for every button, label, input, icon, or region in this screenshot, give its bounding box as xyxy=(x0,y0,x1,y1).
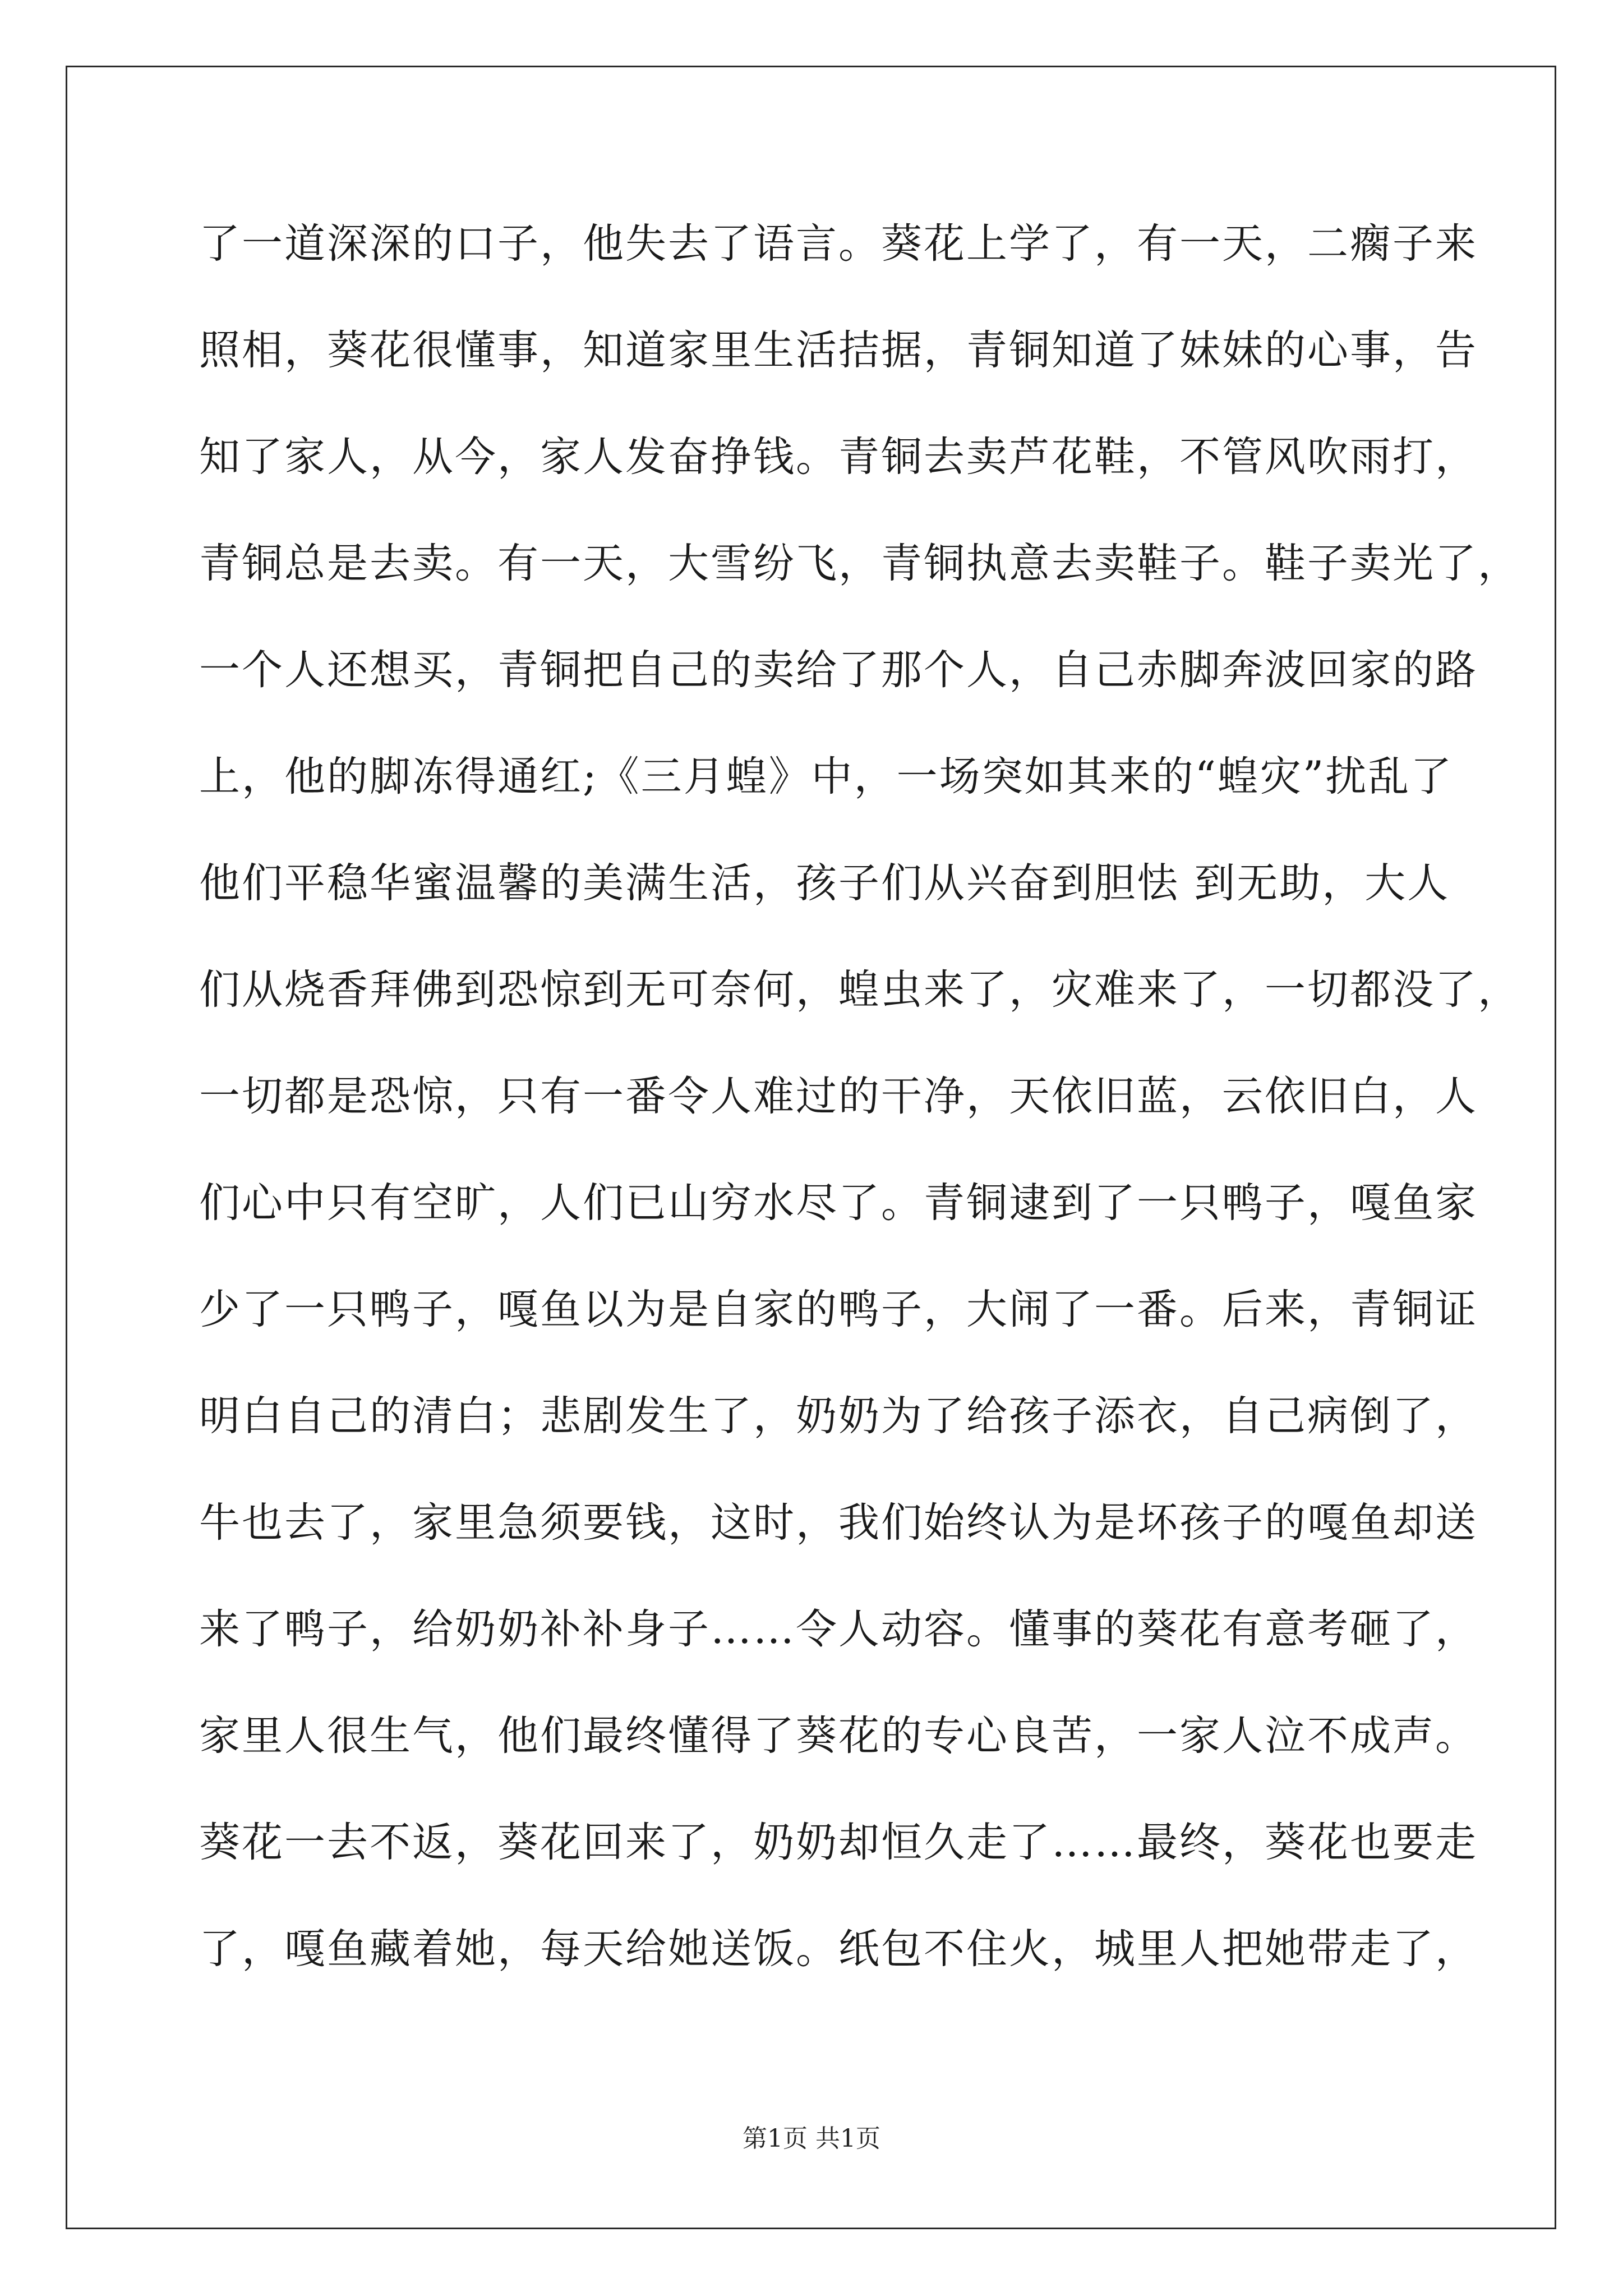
text-line: 青铜总是去卖。有一天，大雪纷飞，青铜执意去卖鞋子。鞋子卖光了， xyxy=(199,540,1520,587)
page-footer xyxy=(0,2122,1623,2156)
text-line: 少了一只鸭子，嘎鱼以为是自家的鸭子，大闹了一番。后来，青铜证 xyxy=(199,1286,1478,1333)
text-line: 明白自己的清白；悲剧发生了，奶奶为了给孩子添衣，自己病倒了， xyxy=(199,1392,1478,1440)
body-text xyxy=(199,213,1520,2025)
page-number: 第1页 共1页 xyxy=(743,2124,880,2153)
text-line: 们从烧香拜佛到恐惊到无可奈何，蝗虫来了，灾难来了，一切都没了， xyxy=(199,966,1520,1014)
text-line: 一个人还想买，青铜把自己的卖给了那个人，自己赤脚奔波回家的路 xyxy=(199,646,1478,694)
text-line: 知了家人，从今，家人发奋挣钱。青铜去卖芦花鞋，不管风吹雨打， xyxy=(199,433,1478,481)
text-line: 一切都是恐惊，只有一番令人难过的干净，天依旧蓝，云依旧白，人 xyxy=(199,1073,1478,1120)
text-line: 牛也去了，家里急须要钱，这时，我们始终认为是坏孩子的嘎鱼却送 xyxy=(199,1499,1478,1547)
text-line: 了一道深深的口子，他失去了语言。葵花上学了，有一天，二瘸子来 xyxy=(199,220,1478,268)
text-line: 家里人很生气，他们最终懂得了葵花的专心良苦，一家人泣不成声。 xyxy=(199,1712,1478,1760)
text-line: 们心中只有空旷，人们已山穷水尽了。青铜逮到了一只鸭子，嘎鱼家 xyxy=(199,1179,1478,1227)
text-line: 他们平稳华蜜温馨的美满生活，孩子们从兴奋到胆怯 到无助，大人 xyxy=(199,859,1450,907)
text-line: 照相，葵花很懂事，知道家里生活拮据，青铜知道了妹妹的心事，告 xyxy=(199,326,1478,374)
text-line: 了，嘎鱼藏着她，每天给她送饭。纸包不住火，城里人把她带走了， xyxy=(199,1925,1478,1973)
text-line: 来了鸭子，给奶奶补补身子……令人动容。懂事的葵花有意考砸了， xyxy=(199,1605,1478,1653)
text-line: 上，他的脚冻得通红;《三月蝗》中，一场突如其来的“蝗灾”扰乱了 xyxy=(199,753,1454,800)
text-line: 葵花一去不返，葵花回来了，奶奶却恒久走了……最终，葵花也要走 xyxy=(199,1819,1478,1866)
